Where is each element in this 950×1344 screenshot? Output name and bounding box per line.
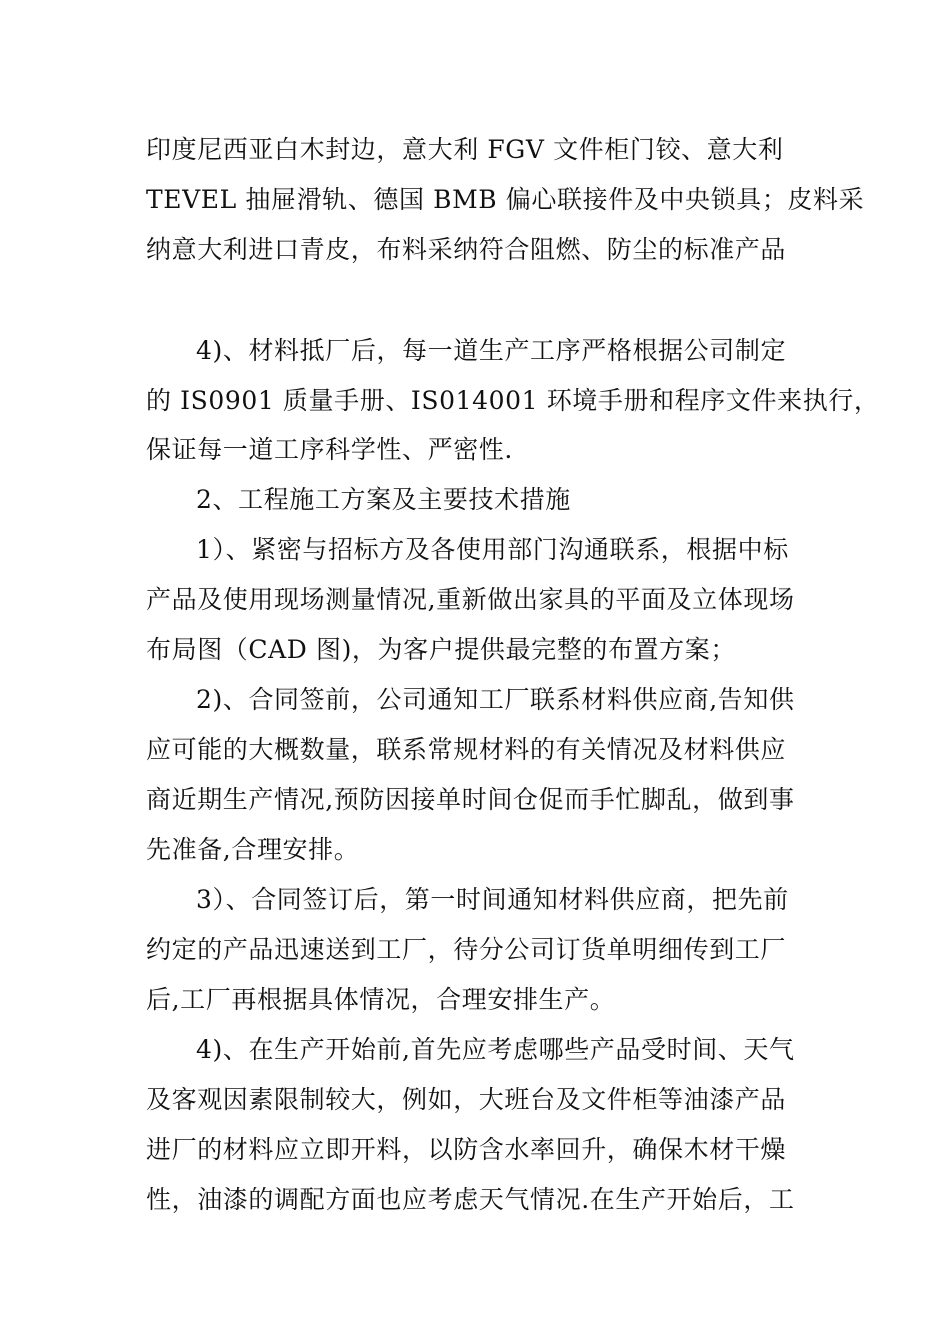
- text-line-11: 2)、合同签前，公司通知工厂联系材料供应商,告知供: [196, 685, 795, 714]
- text-line-2: TEVEL 抽屉滑轨、德国 BMB 偏心联接件及中央锁具；皮料采: [146, 185, 865, 214]
- text-line-10: 布局图（CAD 图)，为客户提供最完整的布置方案；: [146, 635, 736, 664]
- text-line-5: 的 IS0901 质量手册、IS014001 环境手册和程序文件来执行，: [146, 386, 880, 415]
- text-line-17: 后,工厂再根据具体情况，合理安排生产。: [146, 985, 616, 1014]
- text-line-18: 4)、在生产开始前,首先应考虑哪些产品受时间、天气: [196, 1035, 795, 1064]
- text-line-14: 先准备,合理安排。: [146, 835, 360, 864]
- text-line-21: 性，油漆的调配方面也应考虑天气情况.在生产开始后，工: [146, 1185, 795, 1214]
- section-heading: 2、工程施工方案及主要技术措施: [196, 485, 571, 514]
- text-line-13: 商近期生产情况,预防因接单时间仓促而手忙脚乱，做到事: [146, 785, 795, 814]
- text-line-8: 1）、紧密与招标方及各使用部门沟通联系，根据中标: [196, 535, 789, 564]
- text-line-3: 纳意大利进口青皮，布料采纳符合阻燃、防尘的标准产品: [146, 235, 787, 264]
- text-line-16: 约定的产品迅速送到工厂，待分公司订货单明细传到工厂: [146, 935, 787, 964]
- text-line-1: 印度尼西亚白木封边，意大利 FGV 文件柜门铰、意大利: [146, 135, 784, 164]
- text-line-12: 应可能的大概数量，联系常规材料的有关情况及材料供应: [146, 735, 787, 764]
- text-line-19: 及客观因素限制较大，例如，大班台及文件柜等油漆产品: [146, 1085, 787, 1114]
- text-line-15: 3）、合同签订后，第一时间通知材料供应商，把先前: [196, 885, 789, 914]
- text-line-6: 保证每一道工序科学性、严密性.: [146, 435, 513, 464]
- text-line-4: 4)、材料抵厂后，每一道生产工序严格根据公司制定: [196, 336, 787, 365]
- text-line-20: 进厂的材料应立即开料，以防含水率回升，确保木材干燥: [146, 1135, 787, 1164]
- text-line-9: 产品及使用现场测量情况,重新做出家具的平面及立体现场: [146, 585, 795, 614]
